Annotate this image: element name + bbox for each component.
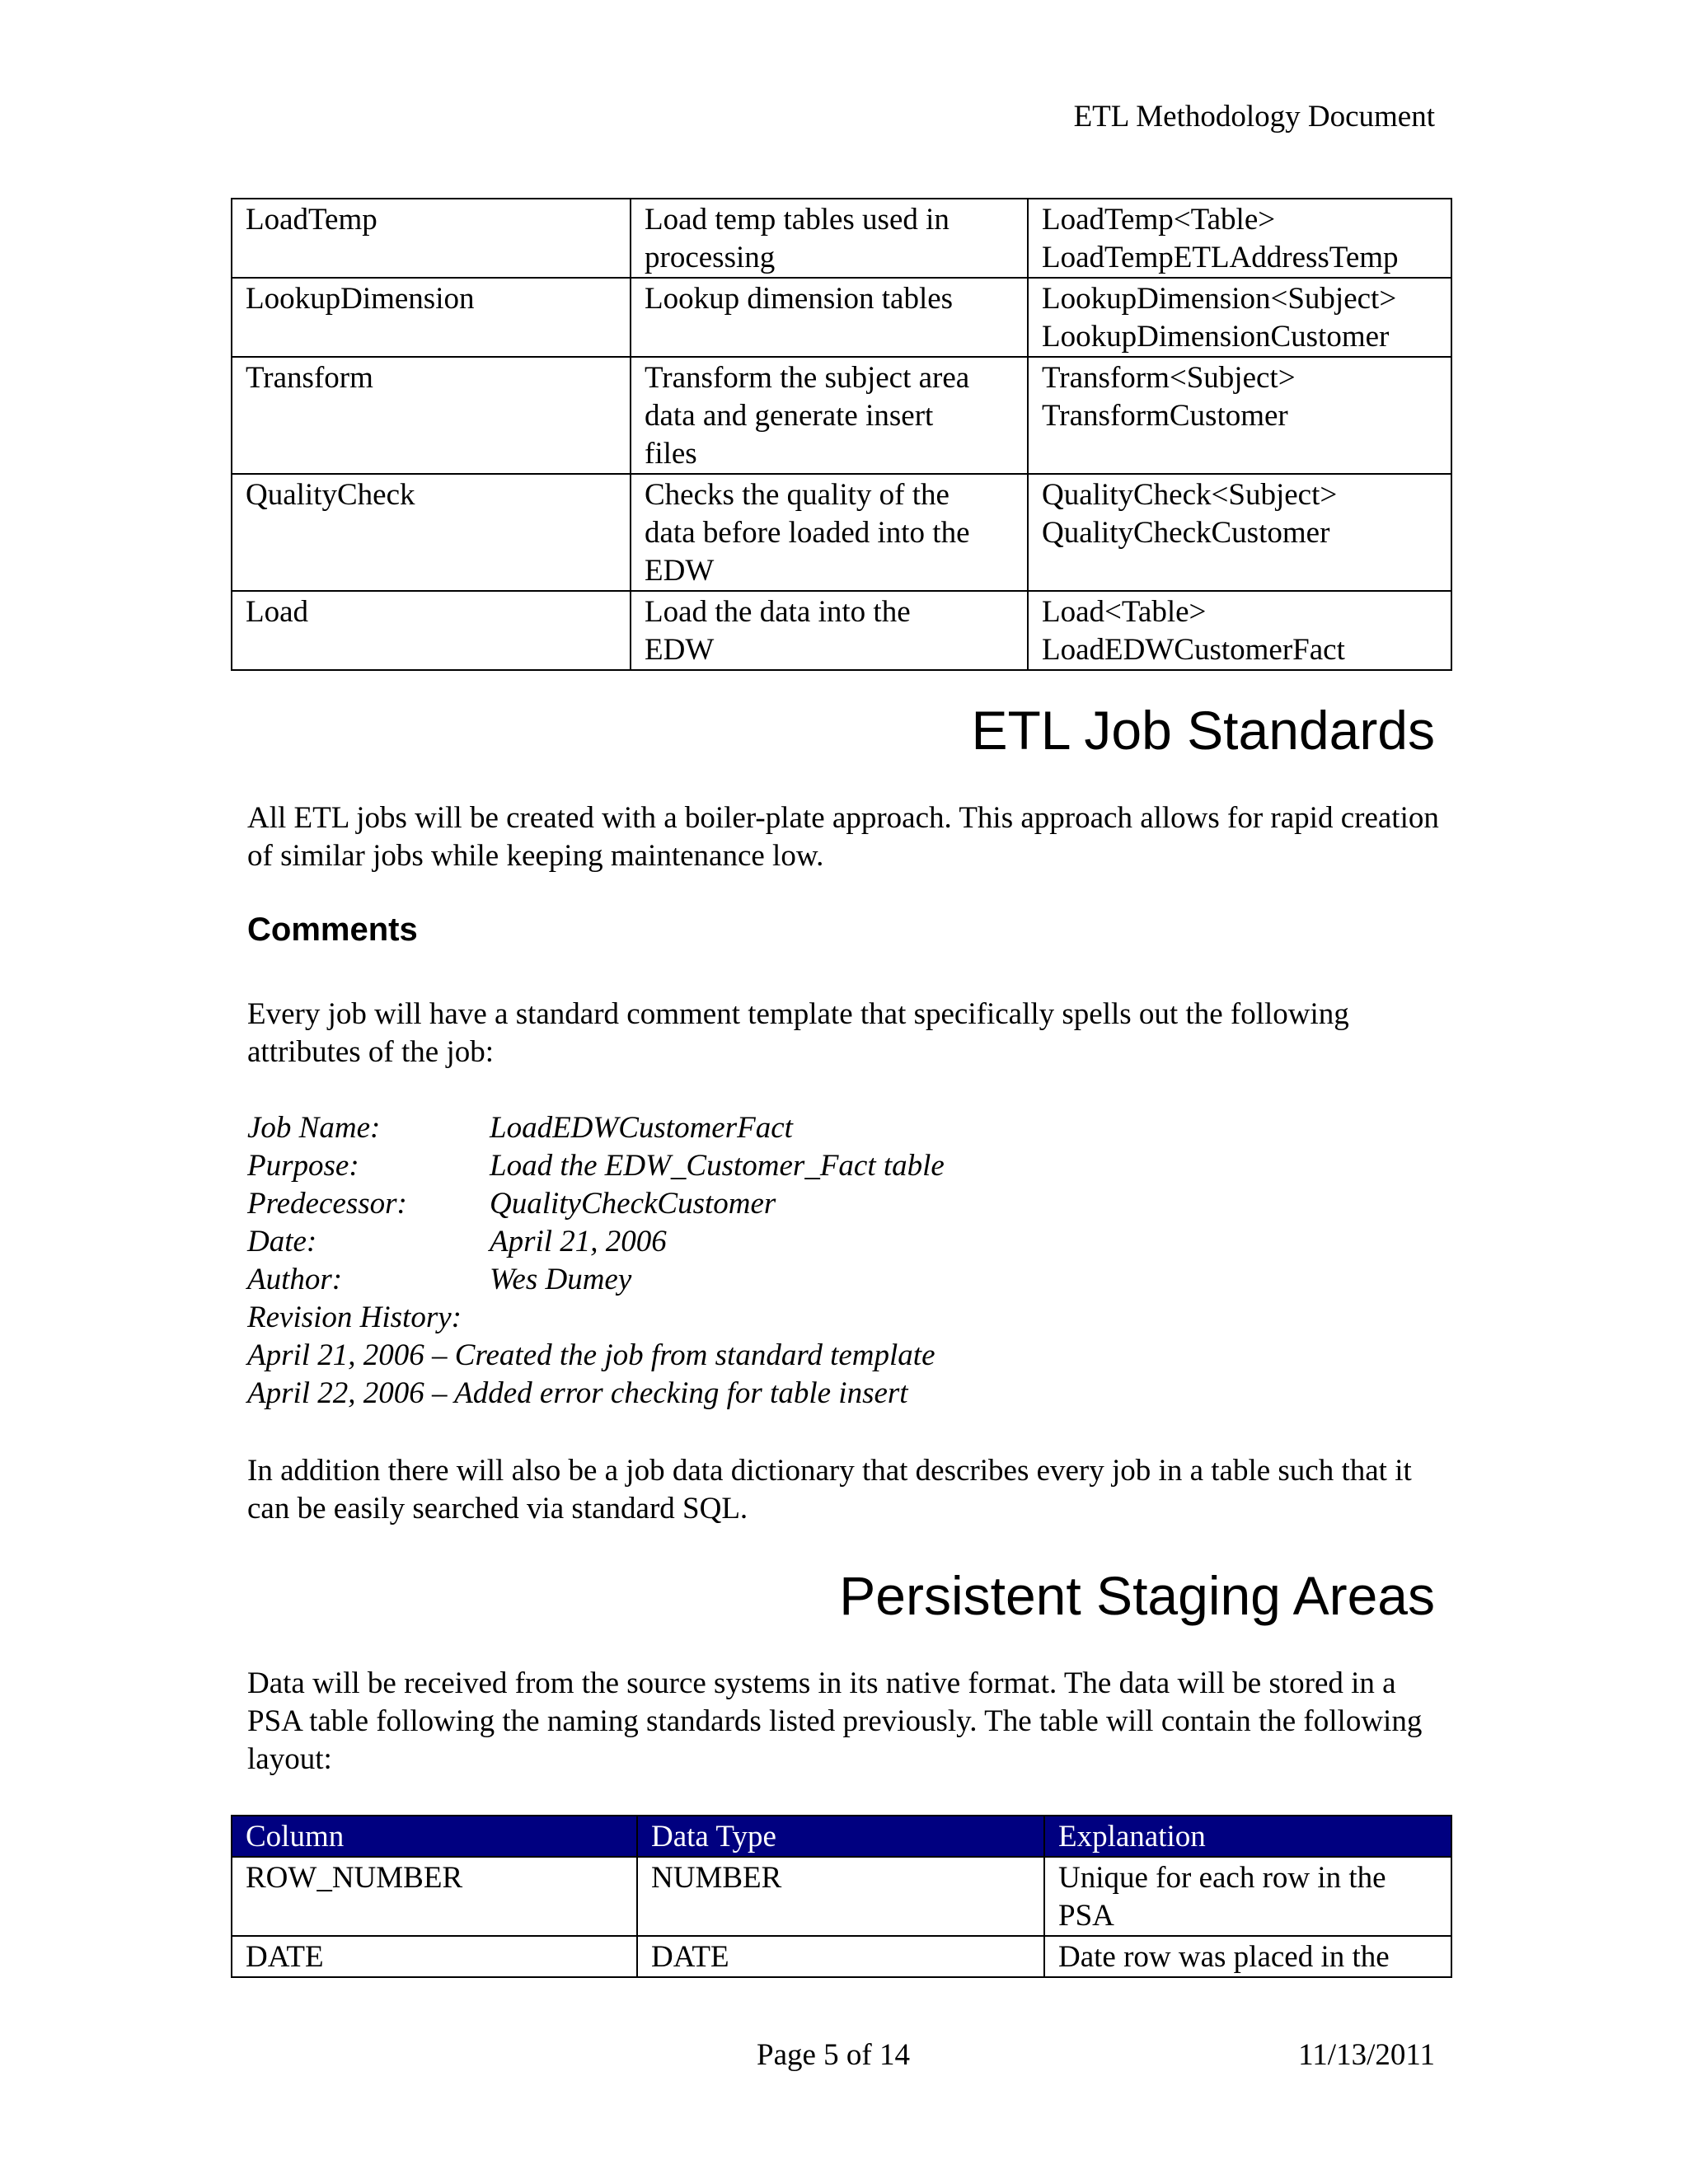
psa-layout-table-body [232,1857,1451,1977]
psa-explanation-cell [1044,1936,1451,1977]
naming-standard-line: LoadTempETLAddressTemp [1042,241,1399,274]
template-field-row [247,1185,945,1223]
naming-standard-cell [1028,474,1451,591]
naming-standard-cell [1028,199,1451,278]
naming-standard-cell [1028,278,1451,357]
revision-history-list [247,1337,945,1413]
page-header: ETL Methodology Document [1073,100,1435,134]
job-description-cell [631,474,1028,591]
description-line: EDW [645,633,715,667]
description-line: data before loaded into the [645,516,970,550]
naming-standard-cell [1028,591,1451,670]
table-row [232,199,1451,278]
psa-header-column: Column [232,1816,637,1857]
template-field-row [247,1109,945,1147]
naming-standard-line: Load<Table> [1042,595,1207,629]
psa-type-cell: DATE [637,1936,1044,1977]
job-description-cell [631,278,1028,357]
template-field-row [247,1223,945,1261]
description-line: processing [645,241,776,274]
etl-intro-paragraph: All ETL jobs will be created with a boiler-plate approach. This approach allows for rapid creation of similar jobs while keeping maintenance low. [247,801,1439,873]
template-field-row [247,1147,945,1185]
template-field-label: Date: [247,1225,317,1258]
psa-header-explanation: Explanation [1044,1816,1451,1857]
description-line: files [645,437,697,471]
job-type-cell: QualityCheck [232,474,631,591]
footer-date: 11/13/2011 [1298,2038,1435,2072]
job-type-cell: Transform [232,357,631,474]
etl-job-standards-heading: ETL Job Standards [971,700,1435,761]
naming-standard-line: QualityCheck<Subject> [1042,478,1338,512]
table-row [232,1857,1451,1936]
template-field-value: QualityCheckCustomer [490,1187,776,1221]
table-row [232,474,1451,591]
comment-template-fields [247,1109,945,1299]
template-field-row [247,1261,945,1299]
table-row [232,278,1451,357]
naming-standard-line: LookupDimensionCustomer [1042,320,1390,354]
table-row [232,357,1451,474]
naming-standard-cell [1028,357,1451,474]
template-field-value: Wes Dumey [490,1263,632,1296]
psa-type-cell: NUMBER [637,1857,1044,1936]
job-type-cell: LoadTemp [232,199,631,278]
description-line: EDW [645,554,715,588]
description-line: data and generate insert [645,399,934,433]
template-field-label: Predecessor: [247,1187,407,1221]
psa-header-data-type: Data Type [637,1816,1044,1857]
naming-standard-line: LookupDimension<Subject> [1042,282,1397,316]
job-description-cell [631,357,1028,474]
comments-intro-paragraph: Every job will have a standard comment template that specifically spells out the following attributes of the job: [247,997,1349,1069]
psa-explanation-cell [1044,1857,1451,1936]
psa-intro-paragraph: Data will be received from the source systems in its native format. The data will be stored in a PSA table following the naming standards listed previously. The table will contain the following layout: [247,1666,1423,1776]
job-type-cell: Load [232,591,631,670]
explanation-line: PSA [1058,1899,1114,1933]
template-field-label: Purpose: [247,1149,359,1183]
naming-standard-line: TransformCustomer [1042,399,1288,433]
description-line: Transform the subject area [645,361,970,395]
revision-entry: April 22, 2006 – Added error checking for table insert [247,1376,908,1410]
psa-column-cell: ROW_NUMBER [232,1857,637,1936]
revision-entry: April 21, 2006 – Created the job from standard template [247,1338,935,1372]
page-number: Page 5 of 14 [757,2038,910,2072]
explanation-line: Unique for each row in the [1058,1861,1386,1895]
job-type-cell: LookupDimension [232,278,631,357]
template-field-label: Job Name: [247,1111,381,1145]
table-row [232,1936,1451,1977]
template-field-value: LoadEDWCustomerFact [490,1111,793,1145]
description-line: Checks the quality of the [645,478,950,512]
description-line: Lookup dimension tables [645,282,954,316]
explanation-line: Date row was placed in the [1058,1940,1390,1974]
psa-layout-table [231,1815,1452,1978]
job-description-cell [631,199,1028,278]
table-row [232,591,1451,670]
job-dictionary-paragraph: In addition there will also be a job data dictionary that describes every job in a table such that it can be easily searched via standard SQL. [247,1454,1412,1526]
template-field-label: Author: [247,1263,343,1296]
job-description-cell [631,591,1028,670]
template-field-value: April 21, 2006 [490,1225,667,1258]
comment-template-block [247,1109,945,1413]
persistent-staging-areas-heading: Persistent Staging Areas [839,1565,1435,1626]
naming-standard-line: QualityCheckCustomer [1042,516,1330,550]
naming-standard-line: LoadEDWCustomerFact [1042,633,1345,667]
naming-standard-line: LoadTemp<Table> [1042,203,1276,237]
description-line: Load temp tables used in [645,203,950,237]
description-line: Load the data into the [645,595,911,629]
psa-table-header-row [232,1816,1451,1857]
naming-standard-line: Transform<Subject> [1042,361,1296,395]
job-naming-table [231,198,1452,671]
job-naming-table-body [232,199,1451,670]
psa-column-cell: DATE [232,1936,637,1977]
revision-history-label: Revision History: [247,1301,462,1334]
template-field-value: Load the EDW_Customer_Fact table [490,1149,945,1183]
comments-heading: Comments [247,912,418,948]
